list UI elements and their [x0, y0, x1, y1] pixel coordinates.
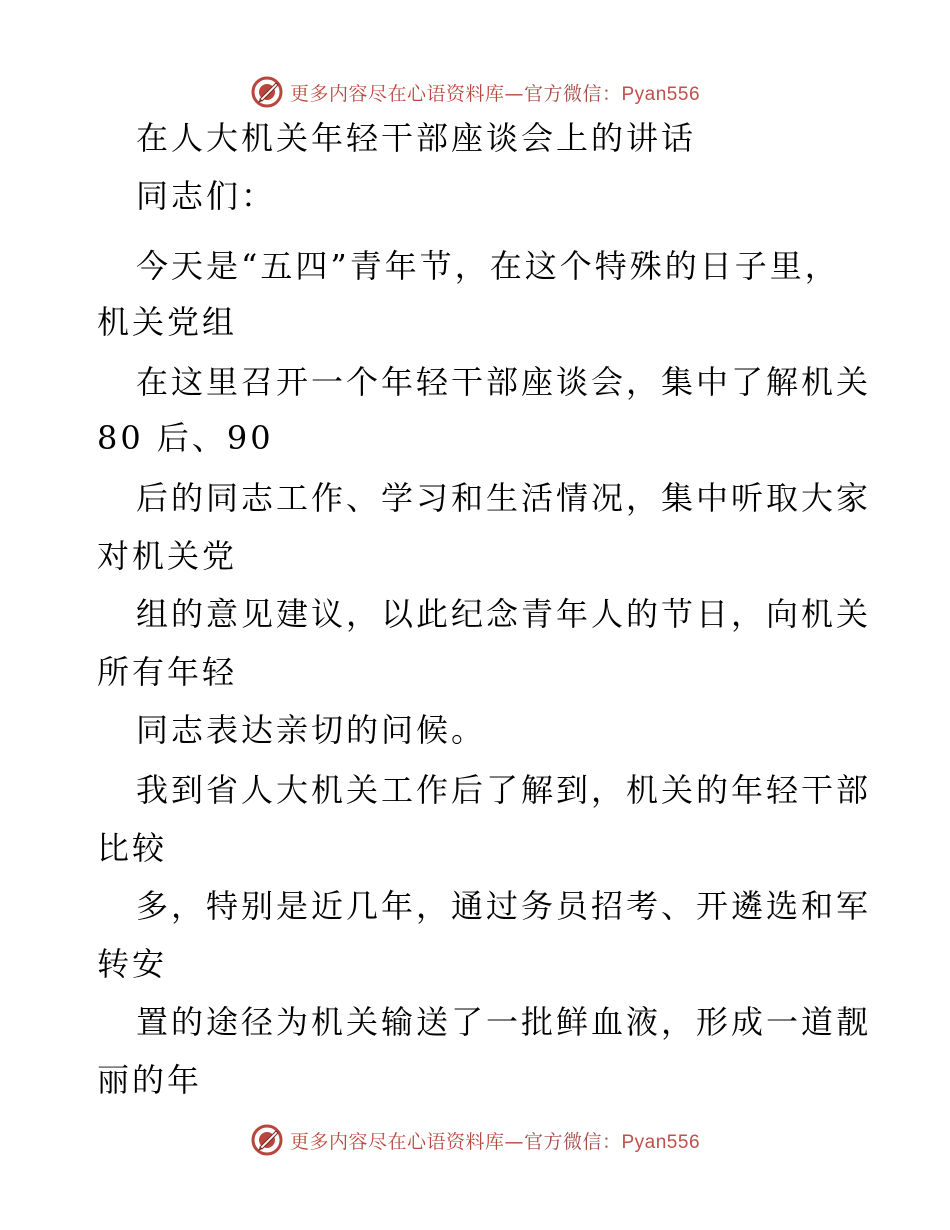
footer-banner: [0, 1120, 950, 1160]
body-line: 比较: [97, 829, 168, 867]
body-line: 组的意见建议，以此纪念青年人的节日，向机关: [136, 595, 872, 633]
banner-dash: —: [504, 82, 524, 105]
body-line: 在这里召开一个年轻干部座谈会，集中了解机关: [136, 363, 872, 401]
body-line: 今天是“五四”青年节，在这个特殊的日子里，: [136, 247, 840, 285]
banner-wechat-id: Pyan556: [621, 83, 701, 105]
body-line: 丽的年: [97, 1061, 203, 1099]
body-line: 我到省人大机关工作后了解到，机关的年轻干部: [136, 771, 872, 809]
header-banner: [0, 72, 950, 112]
banner-official-text: 官方微信：: [523, 82, 622, 105]
pen-logo-icon: [250, 75, 284, 109]
banner-dash: —: [504, 1130, 524, 1153]
body-line: 80 后、90: [97, 419, 274, 457]
body-line: 所有年轻: [97, 653, 238, 691]
body-line: 对机关党: [97, 537, 238, 575]
banner-site-text: 更多内容尽在心语资料库: [289, 1130, 505, 1153]
banner-official-text: 官方微信：: [523, 1130, 622, 1153]
banner-text: [290, 79, 700, 106]
salutation: 同志们：: [136, 177, 277, 215]
body-line: 后的同志工作、学习和生活情况，集中听取大家: [136, 479, 872, 517]
body-line: 同志表达亲切的问候。: [136, 711, 487, 749]
banner-wechat-id: Pyan556: [621, 1131, 701, 1153]
document-title: 在人大机关年轻干部座谈会上的讲话: [136, 119, 697, 157]
pen-logo-icon: [250, 1123, 284, 1157]
body-line: 置的途径为机关输送了一批鲜血液，形成一道靓: [136, 1003, 872, 1041]
body-line: 转安: [97, 945, 168, 983]
banner-text: [290, 1127, 700, 1154]
body-line: 机关党组: [97, 303, 238, 341]
body-line: 多，特别是近几年，通过务员招考、开遴选和军: [136, 887, 872, 925]
banner-site-text: 更多内容尽在心语资料库: [289, 82, 505, 105]
